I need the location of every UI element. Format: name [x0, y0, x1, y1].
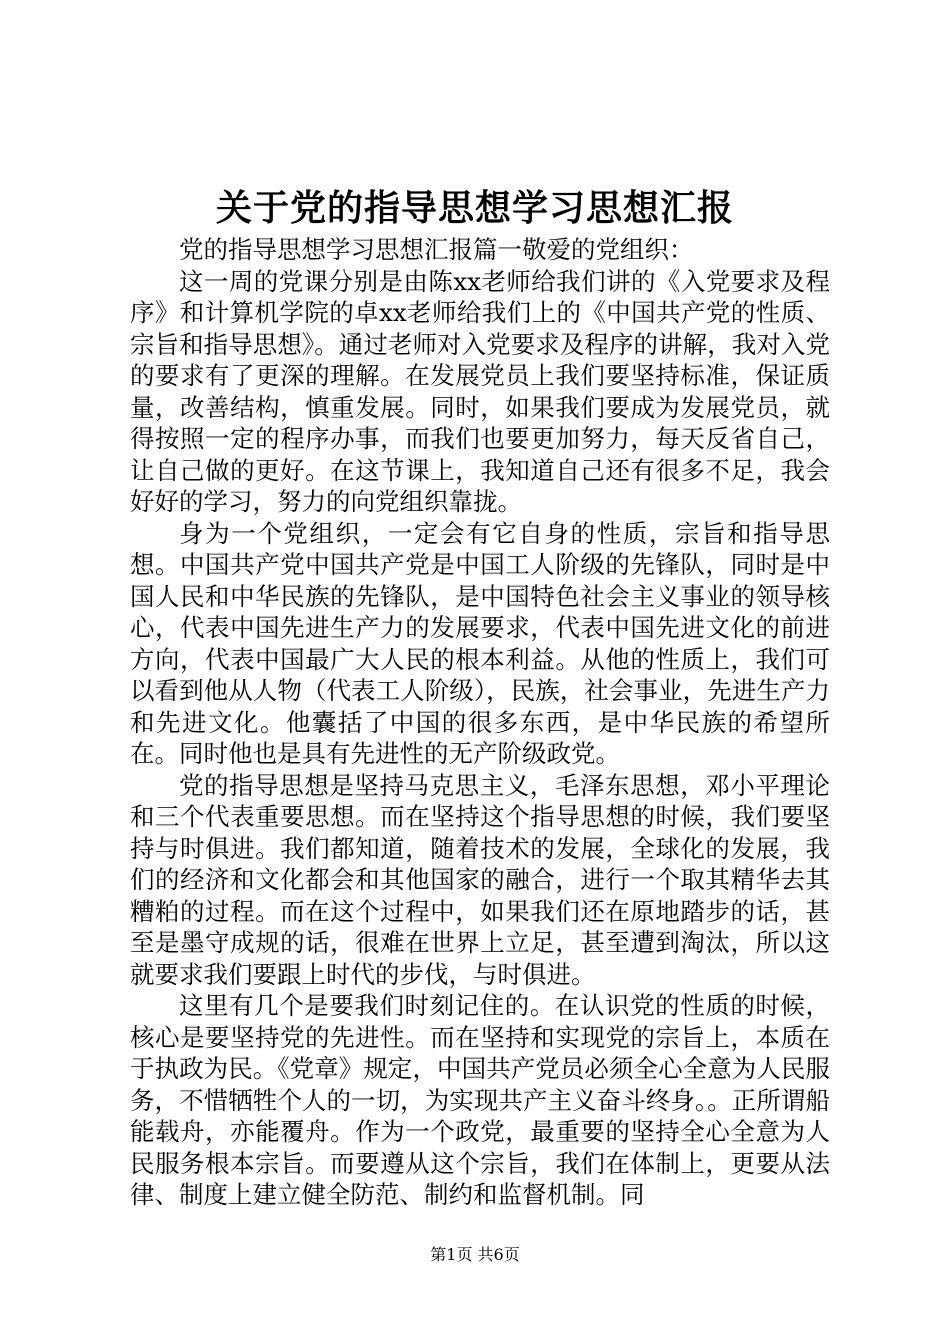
page-footer: 第1页 共6页	[430, 1245, 520, 1264]
paragraph-greeting: 党的指导思想学习思想汇报篇一敬爱的党组织：	[179, 235, 694, 264]
document-body	[130, 234, 830, 1211]
paragraph-4: 这里有几个是要我们时刻记住的。在认识党的性质的时候，核心是要坚持党的先进性。而在坚持和实现党的宗旨上，本质在于执政为民。《党章》规定，中国共产党员必须全心全意为人民服务，不惜牺牲个人的一切，为实现共产主义奋斗终身。。正所谓船能载舟，亦能覆舟。作为一个政党，最重要的坚持全心全意为人民服务根本宗旨。而要遵从这个宗旨，我们在体制上，更要从法律、制度上建立健全防范、制约和监督机制。同	[130, 991, 830, 1209]
paragraph-3: 党的指导思想是坚持马克思主义，毛泽东思想，邓小平理论和三个代表重要思想。而在坚持这个指导思想的时候，我们要坚持与时俱进。我们都知道，随着技术的发展，全球化的发展，我们的经济和文化都会和其他国家的融合，进行一个取其精华去其糟粕的过程。而在这个过程中，如果我们还在原地踏步的话，甚至是墨守成规的话，很难在世界上立足，甚至遭到淘汰，所以这就要求我们要跟上时代的步伐，与时俱进。	[130, 770, 830, 989]
document-title: 关于党的指导思想学习思想汇报	[215, 187, 734, 229]
paragraph-2: 身为一个党组织，一定会有它自身的性质，宗旨和指导思想。中国共产党中国共产党是中国工人阶级的先锋队，同时是中国人民和中华民族的先锋队，是中国特色社会主义事业的领导核心，代表中国先进生产力的发展要求，代表中国先进文化的前进方向，代表中国最广大人民的根本利益。从他的性质上，我们可以看到他从人物（代表工人阶级），民族，社会事业，先进生产力和先进文化。他囊括了中国的很多东西，是中华民族的希望所在。同时他也是具有先进性的无产阶级政党。	[130, 518, 830, 768]
paragraph-1: 这一周的党课分别是由陈xx老师给我们讲的《入党要求及程序》和计算机学院的卓xx老师给我们上的《中国共产党的性质、宗旨和指导思想》。通过老师对入党要求及程序的讲解，我对入党的要求有了更深的理解。在发展党员上我们要坚持标准，保证质量，改善结构，慎重发展。同时，如果我们要成为发展党员，就得按照一定的程序办事，而我们也要更加努力，每天反省自己，让自己做的更好。在这节课上，我知道自己还有很多不足，我会好好的学习，努力的向党组织靠拢。	[130, 266, 830, 516]
